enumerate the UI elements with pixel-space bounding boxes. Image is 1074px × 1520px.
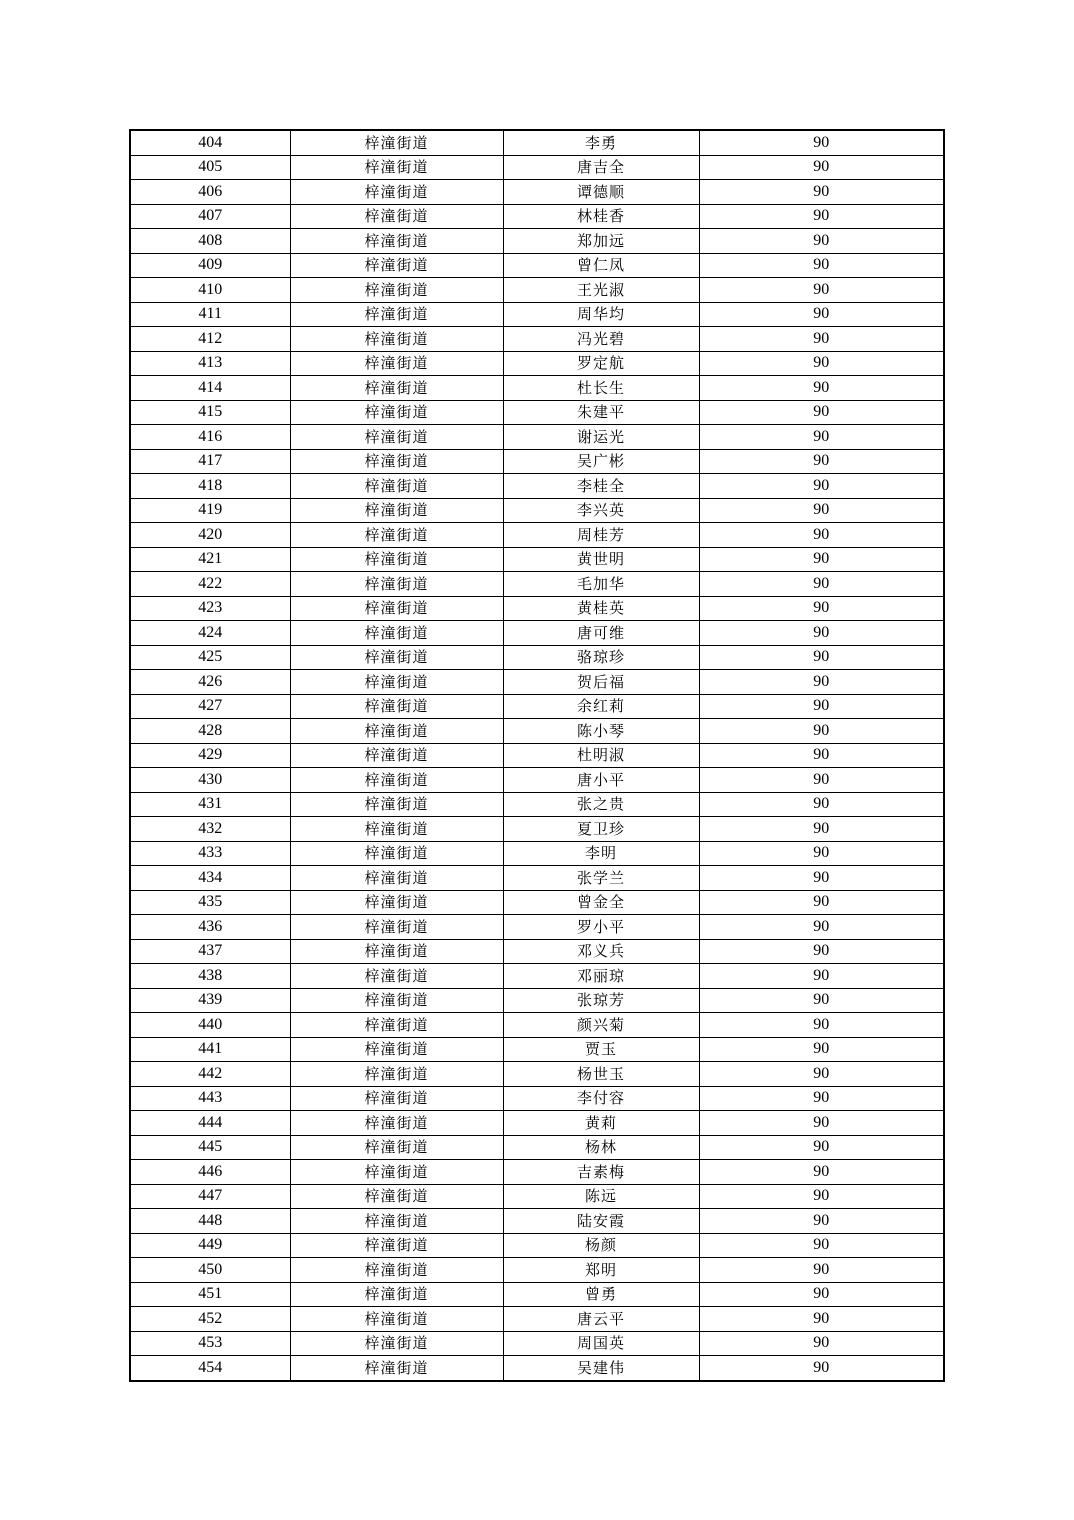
row-number-cell: 435	[130, 890, 290, 915]
name-cell: 陈小琴	[503, 719, 699, 744]
name-cell: 邓义兵	[503, 939, 699, 964]
score-cell: 90	[699, 1086, 944, 1111]
name-cell: 李勇	[503, 130, 699, 155]
score-cell: 90	[699, 400, 944, 425]
score-cell: 90	[699, 596, 944, 621]
score-cell: 90	[699, 694, 944, 719]
row-number-cell: 452	[130, 1307, 290, 1332]
roster-table	[129, 129, 945, 1382]
row-number-cell: 420	[130, 523, 290, 548]
row-number-cell: 443	[130, 1086, 290, 1111]
row-number-cell: 440	[130, 1013, 290, 1038]
row-number-cell: 431	[130, 792, 290, 817]
name-cell: 黄莉	[503, 1111, 699, 1136]
street-cell: 梓潼街道	[290, 1037, 503, 1062]
score-cell: 90	[699, 817, 944, 842]
row-number-cell: 418	[130, 474, 290, 499]
row-number-cell: 450	[130, 1258, 290, 1283]
score-cell: 90	[699, 1013, 944, 1038]
street-cell: 梓潼街道	[290, 351, 503, 376]
score-cell: 90	[699, 180, 944, 205]
name-cell: 李付容	[503, 1086, 699, 1111]
table-row	[130, 1209, 944, 1234]
name-cell: 谢运光	[503, 425, 699, 450]
row-number-cell: 438	[130, 964, 290, 989]
table-row	[130, 1184, 944, 1209]
street-cell: 梓潼街道	[290, 1013, 503, 1038]
table-row	[130, 621, 944, 646]
score-cell: 90	[699, 278, 944, 303]
street-cell: 梓潼街道	[290, 915, 503, 940]
name-cell: 唐小平	[503, 768, 699, 793]
score-cell: 90	[699, 1062, 944, 1087]
score-cell: 90	[699, 130, 944, 155]
table-row	[130, 425, 944, 450]
name-cell: 张学兰	[503, 866, 699, 891]
row-number-cell: 451	[130, 1282, 290, 1307]
name-cell: 贺后福	[503, 670, 699, 695]
table-row	[130, 130, 944, 155]
name-cell: 郑明	[503, 1258, 699, 1283]
row-number-cell: 426	[130, 670, 290, 695]
street-cell: 梓潼街道	[290, 621, 503, 646]
score-cell: 90	[699, 1135, 944, 1160]
table-row	[130, 792, 944, 817]
row-number-cell: 447	[130, 1184, 290, 1209]
name-cell: 杨世玉	[503, 1062, 699, 1087]
street-cell: 梓潼街道	[290, 743, 503, 768]
score-cell: 90	[699, 449, 944, 474]
table-row	[130, 1037, 944, 1062]
row-number-cell: 424	[130, 621, 290, 646]
name-cell: 毛加华	[503, 572, 699, 597]
table-row	[130, 1356, 944, 1381]
row-number-cell: 422	[130, 572, 290, 597]
row-number-cell: 448	[130, 1209, 290, 1234]
name-cell: 吴广彬	[503, 449, 699, 474]
score-cell: 90	[699, 253, 944, 278]
row-number-cell: 453	[130, 1331, 290, 1356]
street-cell: 梓潼街道	[290, 1233, 503, 1258]
street-cell: 梓潼街道	[290, 988, 503, 1013]
table-row	[130, 523, 944, 548]
table-row	[130, 743, 944, 768]
score-cell: 90	[699, 1233, 944, 1258]
name-cell: 张琼芳	[503, 988, 699, 1013]
name-cell: 骆琼珍	[503, 645, 699, 670]
street-cell: 梓潼街道	[290, 449, 503, 474]
street-cell: 梓潼街道	[290, 204, 503, 229]
name-cell: 夏卫珍	[503, 817, 699, 842]
score-cell: 90	[699, 890, 944, 915]
table-row	[130, 572, 944, 597]
name-cell: 罗定航	[503, 351, 699, 376]
table-row	[130, 645, 944, 670]
name-cell: 吴建伟	[503, 1356, 699, 1381]
table-row	[130, 1307, 944, 1332]
row-number-cell: 432	[130, 817, 290, 842]
score-cell: 90	[699, 302, 944, 327]
score-cell: 90	[699, 1184, 944, 1209]
table-row	[130, 1086, 944, 1111]
table-row	[130, 449, 944, 474]
name-cell: 罗小平	[503, 915, 699, 940]
name-cell: 杨颜	[503, 1233, 699, 1258]
row-number-cell: 425	[130, 645, 290, 670]
table-row	[130, 841, 944, 866]
street-cell: 梓潼街道	[290, 670, 503, 695]
street-cell: 梓潼街道	[290, 547, 503, 572]
score-cell: 90	[699, 229, 944, 254]
table-row	[130, 474, 944, 499]
street-cell: 梓潼街道	[290, 768, 503, 793]
score-cell: 90	[699, 204, 944, 229]
name-cell: 吉素梅	[503, 1160, 699, 1185]
street-cell: 梓潼街道	[290, 1282, 503, 1307]
row-number-cell: 446	[130, 1160, 290, 1185]
score-cell: 90	[699, 1331, 944, 1356]
score-cell: 90	[699, 498, 944, 523]
row-number-cell: 427	[130, 694, 290, 719]
table-row	[130, 351, 944, 376]
row-number-cell: 436	[130, 915, 290, 940]
table-row	[130, 817, 944, 842]
table-row	[130, 498, 944, 523]
table-row	[130, 1160, 944, 1185]
row-number-cell: 454	[130, 1356, 290, 1381]
score-cell: 90	[699, 988, 944, 1013]
row-number-cell: 441	[130, 1037, 290, 1062]
row-number-cell: 439	[130, 988, 290, 1013]
score-cell: 90	[699, 645, 944, 670]
name-cell: 郑加远	[503, 229, 699, 254]
street-cell: 梓潼街道	[290, 939, 503, 964]
table-row	[130, 694, 944, 719]
name-cell: 唐吉全	[503, 155, 699, 180]
row-number-cell: 429	[130, 743, 290, 768]
row-number-cell: 410	[130, 278, 290, 303]
row-number-cell: 411	[130, 302, 290, 327]
name-cell: 杜长生	[503, 376, 699, 401]
score-cell: 90	[699, 939, 944, 964]
table-row	[130, 915, 944, 940]
row-number-cell: 428	[130, 719, 290, 744]
name-cell: 周桂芳	[503, 523, 699, 548]
street-cell: 梓潼街道	[290, 1086, 503, 1111]
score-cell: 90	[699, 964, 944, 989]
row-number-cell: 449	[130, 1233, 290, 1258]
table-row	[130, 302, 944, 327]
street-cell: 梓潼街道	[290, 1062, 503, 1087]
street-cell: 梓潼街道	[290, 400, 503, 425]
name-cell: 李桂全	[503, 474, 699, 499]
table-row	[130, 229, 944, 254]
name-cell: 王光淑	[503, 278, 699, 303]
street-cell: 梓潼街道	[290, 1356, 503, 1381]
table-row	[130, 327, 944, 352]
row-number-cell: 412	[130, 327, 290, 352]
street-cell: 梓潼街道	[290, 474, 503, 499]
street-cell: 梓潼街道	[290, 890, 503, 915]
table-row	[130, 1135, 944, 1160]
row-number-cell: 417	[130, 449, 290, 474]
name-cell: 黄桂英	[503, 596, 699, 621]
row-number-cell: 430	[130, 768, 290, 793]
name-cell: 余红莉	[503, 694, 699, 719]
street-cell: 梓潼街道	[290, 229, 503, 254]
table-row	[130, 1258, 944, 1283]
score-cell: 90	[699, 719, 944, 744]
table-row	[130, 1233, 944, 1258]
row-number-cell: 433	[130, 841, 290, 866]
street-cell: 梓潼街道	[290, 130, 503, 155]
table-row	[130, 890, 944, 915]
row-number-cell: 404	[130, 130, 290, 155]
row-number-cell: 415	[130, 400, 290, 425]
table-row	[130, 939, 944, 964]
row-number-cell: 444	[130, 1111, 290, 1136]
table-row	[130, 1331, 944, 1356]
table-row	[130, 768, 944, 793]
row-number-cell: 423	[130, 596, 290, 621]
name-cell: 陈远	[503, 1184, 699, 1209]
table-row	[130, 866, 944, 891]
table-row	[130, 1111, 944, 1136]
score-cell: 90	[699, 474, 944, 499]
table-row	[130, 547, 944, 572]
roster-table-body	[130, 130, 944, 1381]
street-cell: 梓潼街道	[290, 1160, 503, 1185]
street-cell: 梓潼街道	[290, 866, 503, 891]
score-cell: 90	[699, 523, 944, 548]
row-number-cell: 442	[130, 1062, 290, 1087]
name-cell: 曾金全	[503, 890, 699, 915]
row-number-cell: 416	[130, 425, 290, 450]
street-cell: 梓潼街道	[290, 1331, 503, 1356]
name-cell: 黄世明	[503, 547, 699, 572]
row-number-cell: 414	[130, 376, 290, 401]
table-row	[130, 400, 944, 425]
street-cell: 梓潼街道	[290, 1307, 503, 1332]
table-row	[130, 596, 944, 621]
score-cell: 90	[699, 792, 944, 817]
street-cell: 梓潼街道	[290, 498, 503, 523]
name-cell: 李明	[503, 841, 699, 866]
row-number-cell: 434	[130, 866, 290, 891]
score-cell: 90	[699, 841, 944, 866]
street-cell: 梓潼街道	[290, 694, 503, 719]
score-cell: 90	[699, 866, 944, 891]
score-cell: 90	[699, 1356, 944, 1381]
row-number-cell: 409	[130, 253, 290, 278]
name-cell: 曾勇	[503, 1282, 699, 1307]
row-number-cell: 445	[130, 1135, 290, 1160]
name-cell: 杨林	[503, 1135, 699, 1160]
table-row	[130, 253, 944, 278]
name-cell: 冯光碧	[503, 327, 699, 352]
score-cell: 90	[699, 1037, 944, 1062]
street-cell: 梓潼街道	[290, 278, 503, 303]
street-cell: 梓潼街道	[290, 376, 503, 401]
name-cell: 林桂香	[503, 204, 699, 229]
street-cell: 梓潼街道	[290, 841, 503, 866]
street-cell: 梓潼街道	[290, 523, 503, 548]
score-cell: 90	[699, 1307, 944, 1332]
table-row	[130, 988, 944, 1013]
score-cell: 90	[699, 768, 944, 793]
name-cell: 周国英	[503, 1331, 699, 1356]
name-cell: 曾仁凤	[503, 253, 699, 278]
table-row	[130, 670, 944, 695]
name-cell: 谭德顺	[503, 180, 699, 205]
name-cell: 唐云平	[503, 1307, 699, 1332]
street-cell: 梓潼街道	[290, 1209, 503, 1234]
score-cell: 90	[699, 327, 944, 352]
score-cell: 90	[699, 1258, 944, 1283]
row-number-cell: 419	[130, 498, 290, 523]
score-cell: 90	[699, 1282, 944, 1307]
score-cell: 90	[699, 1111, 944, 1136]
table-row	[130, 278, 944, 303]
score-cell: 90	[699, 376, 944, 401]
street-cell: 梓潼街道	[290, 719, 503, 744]
table-row	[130, 719, 944, 744]
name-cell: 张之贵	[503, 792, 699, 817]
table-row	[130, 1282, 944, 1307]
street-cell: 梓潼街道	[290, 327, 503, 352]
name-cell: 周华均	[503, 302, 699, 327]
street-cell: 梓潼街道	[290, 596, 503, 621]
name-cell: 朱建平	[503, 400, 699, 425]
score-cell: 90	[699, 621, 944, 646]
score-cell: 90	[699, 547, 944, 572]
street-cell: 梓潼街道	[290, 155, 503, 180]
name-cell: 杜明淑	[503, 743, 699, 768]
street-cell: 梓潼街道	[290, 964, 503, 989]
score-cell: 90	[699, 1160, 944, 1185]
row-number-cell: 408	[130, 229, 290, 254]
row-number-cell: 406	[130, 180, 290, 205]
table-row	[130, 376, 944, 401]
street-cell: 梓潼街道	[290, 1111, 503, 1136]
score-cell: 90	[699, 572, 944, 597]
name-cell: 唐可维	[503, 621, 699, 646]
table-row	[130, 180, 944, 205]
score-cell: 90	[699, 155, 944, 180]
street-cell: 梓潼街道	[290, 1258, 503, 1283]
name-cell: 邓丽琼	[503, 964, 699, 989]
score-cell: 90	[699, 351, 944, 376]
score-cell: 90	[699, 670, 944, 695]
street-cell: 梓潼街道	[290, 792, 503, 817]
name-cell: 李兴英	[503, 498, 699, 523]
name-cell: 陆安霞	[503, 1209, 699, 1234]
street-cell: 梓潼街道	[290, 253, 503, 278]
score-cell: 90	[699, 1209, 944, 1234]
table-row	[130, 1013, 944, 1038]
name-cell: 贾玉	[503, 1037, 699, 1062]
table-row	[130, 204, 944, 229]
table-row	[130, 964, 944, 989]
row-number-cell: 407	[130, 204, 290, 229]
row-number-cell: 405	[130, 155, 290, 180]
score-cell: 90	[699, 743, 944, 768]
street-cell: 梓潼街道	[290, 572, 503, 597]
street-cell: 梓潼街道	[290, 1184, 503, 1209]
street-cell: 梓潼街道	[290, 1135, 503, 1160]
row-number-cell: 437	[130, 939, 290, 964]
row-number-cell: 413	[130, 351, 290, 376]
table-row	[130, 155, 944, 180]
table-row	[130, 1062, 944, 1087]
street-cell: 梓潼街道	[290, 645, 503, 670]
street-cell: 梓潼街道	[290, 817, 503, 842]
score-cell: 90	[699, 915, 944, 940]
street-cell: 梓潼街道	[290, 302, 503, 327]
score-cell: 90	[699, 425, 944, 450]
street-cell: 梓潼街道	[290, 425, 503, 450]
street-cell: 梓潼街道	[290, 180, 503, 205]
name-cell: 颜兴菊	[503, 1013, 699, 1038]
row-number-cell: 421	[130, 547, 290, 572]
